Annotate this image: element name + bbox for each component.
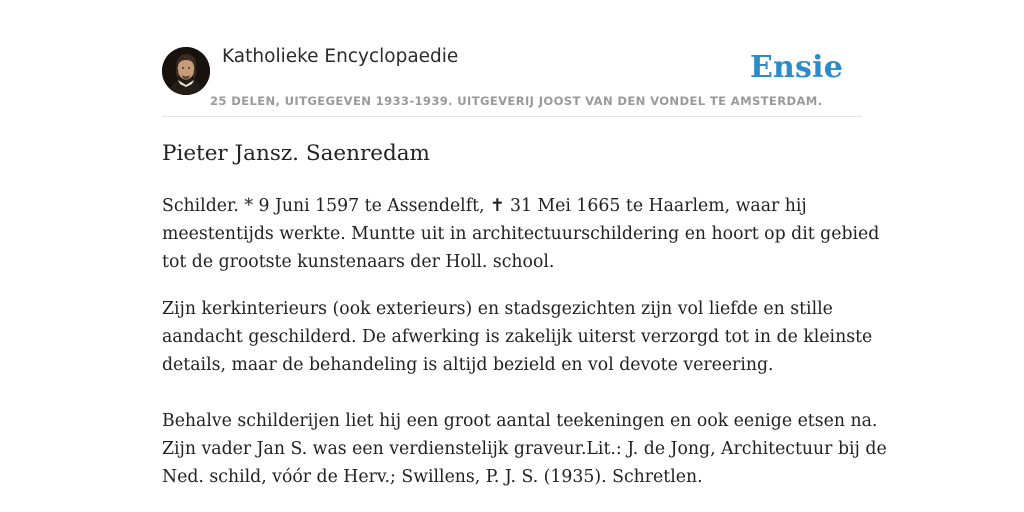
article-paragraph: [162, 295, 873, 379]
paragraph-line: tot de grootste kunstenaars der Holl. school.: [162, 252, 555, 272]
book-subtitle: 25 DELEN, UITGEGEVEN 1933-1939. UITGEVERIJ JOOST VAN DEN VONDEL TE AMSTERDAM.: [210, 94, 823, 108]
portrait-avatar-icon[interactable]: [162, 47, 210, 95]
article-title: Pieter Jansz. Saenredam: [162, 141, 430, 166]
paragraph-line: Zijn vader Jan S. was een verdienstelijk graveur.Lit.: J. de Jong, Architectuur bij de: [162, 439, 887, 459]
site-header: [162, 0, 862, 117]
paragraph-line: details, maar de behandeling is altijd bezield en vol devote vereering.: [162, 355, 774, 375]
paragraph-line: meestentijds werkte. Muntte uit in architectuurschildering en hoort op dit gebied: [162, 224, 880, 244]
article-paragraph: [162, 192, 880, 276]
paragraph-line: Ned. schild, vóór de Herv.; Swillens, P. J. S. (1935). Schretlen.: [162, 467, 703, 487]
paragraph-line: Zijn kerkinterieurs (ook exterieurs) en stadsgezichten zijn vol liefde en stille: [162, 299, 833, 319]
article-paragraph: [162, 407, 887, 491]
paragraph-line: Schilder. * 9 Juni 1597 te Assendelft, ✝ 31 Mei 1665 te Haarlem, waar hij: [162, 196, 807, 216]
paragraph-line: aandacht geschilderd. De afwerking is zakelijk uiterst verzorgd tot in de kleinste: [162, 327, 873, 347]
paragraph-line: Behalve schilderijen liet hij een groot aantal teekeningen en ook eenige etsen na.: [162, 411, 878, 431]
page-container: [162, 0, 887, 487]
book-title[interactable]: Katholieke Encyclopaedie: [222, 46, 459, 67]
article: [162, 137, 887, 491]
ensie-logo-link[interactable]: Ensie: [749, 50, 843, 85]
